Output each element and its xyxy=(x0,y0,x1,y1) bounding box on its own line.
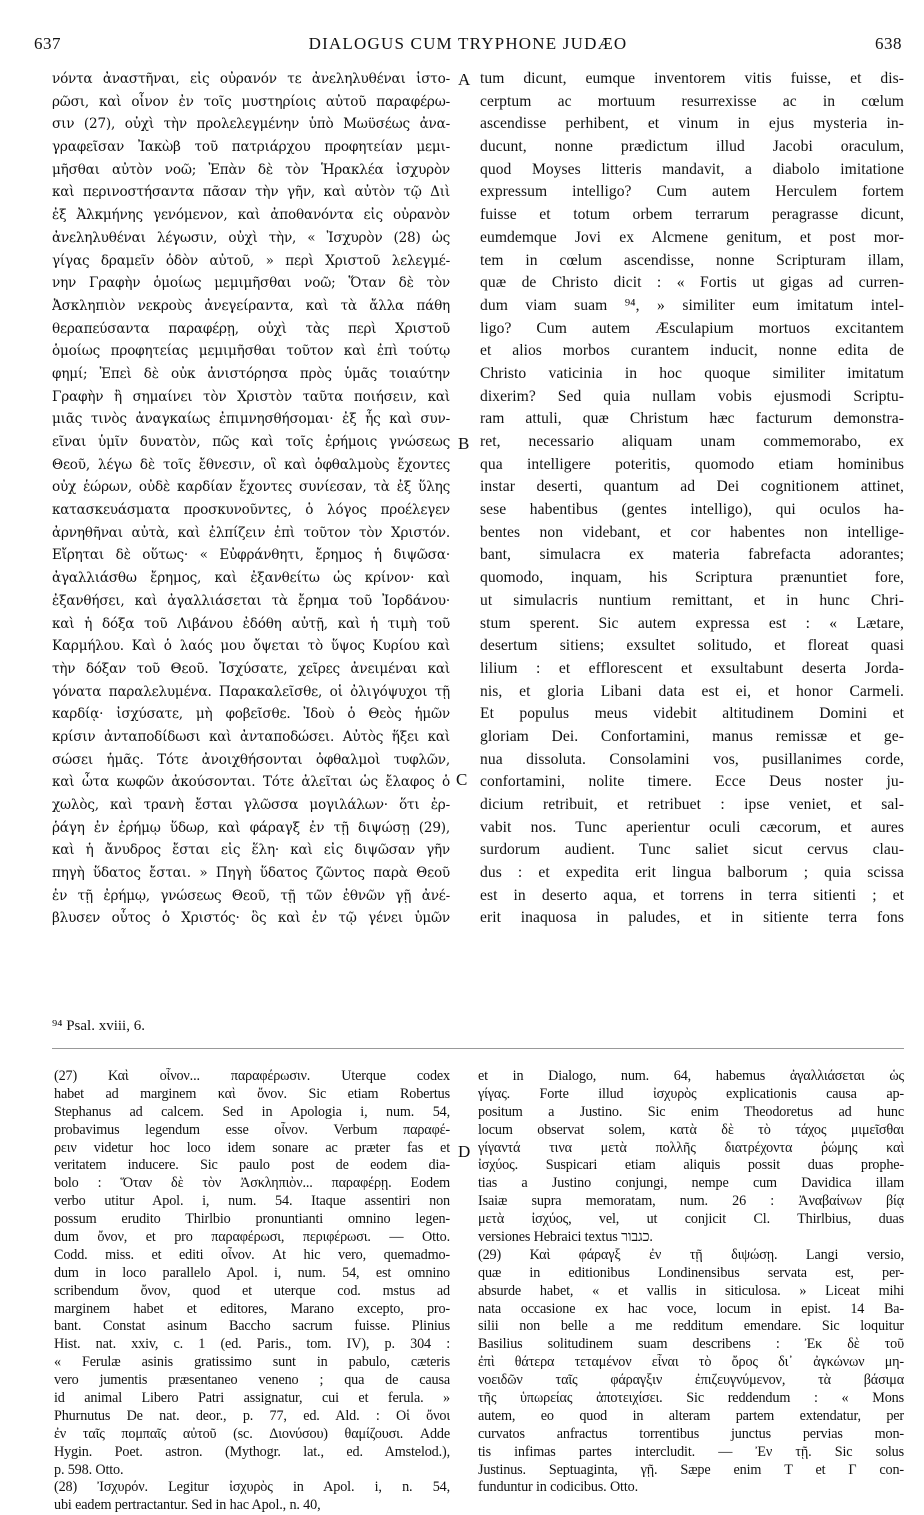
greek-text-line: ἀνεληλυθέναι λέγωσιν, οὐχὶ τὴν, « Ἰσχυρὸν (28) ὡς xyxy=(52,229,450,246)
page-number-left: 637 xyxy=(34,34,61,53)
note-line: Phurnutus De nat. deor., p. 77, ed. Ald. : Οἱ ὄνοι xyxy=(54,1407,450,1424)
latin-text-line: ut simulacris nuntium remittant, et in hunc Chri- xyxy=(480,591,904,609)
note-line: locum observat solem, κατὰ δὲ τὸ τάχος μιμεῖσθαι xyxy=(478,1121,904,1138)
greek-text-line: κρίσιν ἀνταποδίδωσι καὶ ἀνταποδώσει. Αὐτὸς ἥξει καὶ xyxy=(52,728,450,745)
latin-text-line: tum dicunt, eumque inventorem vitis fuisse, et dis- xyxy=(480,70,904,87)
note-line: (27) Καὶ οἶνον... παραφέρωσιν. Uterque codex xyxy=(54,1068,450,1084)
note-line: bolo : Ὅταν δὲ τὸν Ἀσκληπιὸν... παραφέρῃ. Eodem xyxy=(54,1175,450,1192)
greek-text-line: Ἀσκληπιὸν νεκροὺς ἀνεγείραντα, καὶ τὰ ἄλλα πάθη xyxy=(52,297,450,314)
note-line: τῆς ὑπωρείας ἀποτειχίσει. Sic reddendum : « Mons xyxy=(478,1390,904,1407)
greek-text-line: νην Γραφὴν ὁμοίως μεμιμῆσθαι νοῶ; Ὅταν δὲ τὸν xyxy=(52,275,450,292)
latin-text-line: eumdemque Jovi ex Alcmene genitum, et post mor- xyxy=(480,228,904,246)
greek-text-line: θεραπεύσαντα παραφέρῃ, οὐχὶ τὰς περὶ Χριστοῦ xyxy=(52,320,450,337)
notes-left-column xyxy=(54,1068,450,1515)
greek-text-line: γραφεῖσαν Ἰακὼβ τοῦ πατριάρχου προφητείαν μεμι- xyxy=(52,139,450,156)
latin-text-line: expressum intelligo? Cum autem Herculem fortem xyxy=(480,183,904,201)
latin-text-line: dum viam suam ⁹⁴, » similiter eum imitatum intel- xyxy=(480,296,904,314)
note-line: dum ὄνον, et pro παραφέρωσι, περιφέρωσι. — Otto. xyxy=(54,1229,450,1246)
note-line: tis infimas partes intercludit. — Ἐν τῇ. Sic solus xyxy=(478,1443,904,1460)
greek-text-line: καρδίᾳ· ἰσχύσατε, μὴ φοβεῖσθε. Ἰδοὺ ὁ Θεὸς ἡμῶν xyxy=(52,706,450,723)
note-line: Hist. nat. xxiv, c. 1 (ed. Paris., tom. IV), p. 304 : xyxy=(54,1336,450,1353)
greek-text-line: φημί; Ἐπεὶ δὲ οὐκ ἀνιστόρησα πρὸς ὑμᾶς τοιαύτην xyxy=(52,365,450,382)
note-line: habet ad marginem καὶ ὄνον. Sic etiam Robertus xyxy=(54,1085,450,1102)
latin-text-line: ret, necessario aliquam unam commemorabo, ex xyxy=(480,433,904,450)
note-line: Codd. miss. et editi οἶνον. At hic vero, quemadmo- xyxy=(54,1246,450,1263)
latin-text-line: desertum sitiens; exsultet solitudo, et floreat quasi xyxy=(480,637,904,655)
greek-text-line: εῖναι ὑμῖν δυνατὸν, πῶς καὶ τοῖς ἐρήμοις γνώσεως xyxy=(52,434,450,450)
latin-text-line: fuisse et totum orbem terrarum peragrasse dicunt, xyxy=(480,206,904,224)
scripture-footnote: ⁹⁴ Psal. xviii, 6. xyxy=(52,1018,145,1034)
note-line: Justinus. Septuaginta, γῇ. Sæpe enim Τ et Γ con- xyxy=(478,1461,904,1478)
greek-text-line: τὴν δόξαν τοῦ Θεοῦ. Ἰσχύσατε, χεῖρες ἀνειμέναι καὶ xyxy=(52,660,450,677)
notes-divider xyxy=(52,1048,904,1049)
note-line: ἰσχύος. Suspicari etiam aliquis possit duas prophe- xyxy=(478,1157,904,1174)
note-line: Stephanus ad calcem. Sed in Apologia i, num. 54, xyxy=(54,1103,450,1120)
greek-text-line: καὶ ἡ δόξα τοῦ Λιβάνου ἐδόθη αὐτῇ, καὶ ἡ τιμὴ τοῦ xyxy=(52,615,450,632)
latin-text-line: nua dissoluta. Consolamini vos, pusillanimes corde, xyxy=(480,750,904,768)
note-line: bant. Constat asinum Baccho sacrum fuisse. Plinius xyxy=(54,1318,450,1335)
margin-marker-c: C xyxy=(456,770,468,789)
note-line: nata occasione ex hac voce, locum in epist. 14 Ba- xyxy=(478,1300,904,1317)
note-line: (29) Καὶ φάραγξ ἐν τῇ διψώσῃ. Langi versio, xyxy=(478,1246,904,1263)
note-line: (28) Ἰσχυρόν. Legitur ἰσχυρὸς in Apol. i, n. 54, xyxy=(54,1479,450,1496)
page-number-right: 638 xyxy=(875,34,902,53)
latin-text-line: sese habentibus (gentes intelligo), qui oculos ha- xyxy=(480,501,904,519)
greek-text-line: ἐν τῇ ἐρήμῳ, γνώσεως Θεοῦ, τῇ τῶν ἐθνῶν γῇ ἀνέ- xyxy=(52,887,450,904)
note-line: ubi eadem pertractantur. Sed in hac Apol., n. 40, xyxy=(54,1497,321,1514)
latin-text-line: surdorum audient. Tunc saliet sicut cervus clau- xyxy=(480,841,904,859)
greek-text-line: καὶ περινοστήσαντα πᾶσαν τὴν γῆν, καὶ αὐτὸν τῷ Διὶ xyxy=(52,184,450,201)
note-line: Basilius solitudinem suam describens : Ἐκ δὲ τοῦ xyxy=(478,1336,904,1353)
latin-text-line: gloriam Dei. Confortamini, manus remissæ et ge- xyxy=(480,727,904,745)
note-line: absurde habet, « et vallis in siticulosa. » Liceat mihi xyxy=(478,1282,904,1299)
greek-text-line: ῥάγη ἐν ἐρήμῳ ὕδωρ, καὶ φάραγξ ἐν τῇ διψώσῃ (29), xyxy=(52,819,450,836)
note-line: ἐν ταῖς πομπαῖς αὐτοῦ (sc. Διονύσου) θαμίζουσι. Adde xyxy=(54,1425,450,1442)
greek-text-line: ἐξ Ἀλκμήνης γενόμενον, καὶ ἀποθανόντα εἰς οὐρανὸν xyxy=(52,207,450,224)
greek-text-line: μῆσθαι αὐτὸν νοῶ; Ἐπὰν δὲ τὸν Ἡρακλέα ἰσχυρὸν xyxy=(52,161,450,178)
greek-text-line: σώσει ἡμᾶς. Τότε ἀνοιχθήσονται ὀφθαλμοὶ τυφλῶν, xyxy=(52,751,450,768)
greek-text-line: Θεοῦ, λέγω δὲ τοῖς ἔθνεσιν, οἳ καὶ ὀφθαλμοὺς ἔχοντες xyxy=(52,456,450,473)
note-line: autem, eo quod in alteram partem extendatur, per xyxy=(478,1407,904,1424)
greek-text-line: ἀρνηθῆναι αὐτὰ, καὶ ἐλπίζειν ἐπὶ τοῦτον τὸν Χριστόν. xyxy=(52,524,450,541)
note-line: silii non belle a me redditum emendare. Sic loquitur xyxy=(478,1318,904,1335)
note-line: versiones Hebraici textus כגבור. xyxy=(478,1229,653,1246)
greek-text-line: καὶ ἡ ἄνυδρος ἔσται εἰς ἕλη· καὶ εἰς διψῶσαν γῆν xyxy=(52,842,450,859)
note-line: scribendum ὄνον, quod et uterque cod. mstus ad xyxy=(54,1282,450,1299)
note-line: p. 598. Otto. xyxy=(54,1461,124,1478)
latin-text-line: lilium : et efflorescent et exsultabunt deserta Jorda- xyxy=(480,659,904,677)
greek-text-line: χωλὸς, καὶ τρανὴ ἔσται γλῶσσα μογιλάλων· ὅτι ἐρ- xyxy=(52,797,450,813)
note-line: ρειν videtur hoc loco idem sonare ac præter fas et xyxy=(54,1139,450,1156)
latin-text-line: instar deserti, quantum ad Dei cognitionem attinet, xyxy=(480,478,904,496)
latin-text-line: ram attuli, quæ Christum hæc facturum demonstra- xyxy=(480,410,904,428)
greek-text-line: πηγὴ ὕδατος ἔσται. » Πηγὴ ὕδατος ζῶντος παρὰ Θεοῦ xyxy=(52,865,450,882)
note-line: ἐπὶ θάτερα τεταμένον εἶναι τὸ ὄρος δι᾽ ἀγκώνων μη- xyxy=(478,1354,904,1371)
note-line: marginem habet et editores, Marano excepto, pro- xyxy=(54,1300,450,1317)
latin-text-line: ducunt, nonne prædictum illud Jacobi oraculum, xyxy=(480,138,904,156)
note-line: possum erudito Thirlbio pronuntianti omnino legen- xyxy=(54,1211,450,1228)
latin-text-line: quod Moyses litteris mandavit, a diabolo imitatione xyxy=(480,160,904,178)
note-line: curvatos anfractus torrentibus junctus pervias mon- xyxy=(478,1425,904,1442)
latin-text-line: bentes non videbant, et cor habentes non intellige- xyxy=(480,523,904,541)
latin-text-line: tem in cœlum ascendisse, nonne Scripturam illam, xyxy=(480,251,904,269)
latin-text-line: vabit nos. Tunc aperientur oculi cæcorum, et aures xyxy=(480,818,904,836)
latin-text-line: cerptum ac mortuum resurrexisse ac in cœlum xyxy=(480,92,904,110)
greek-text-line: ἐξανθήσει, καὶ ἀγαλλιάσεται τὰ ἔρημα τοῦ Ἰορδάνου· xyxy=(52,592,450,609)
note-line: quæ in editionibus Londinensibus servata est, per- xyxy=(478,1264,904,1281)
running-title: DIALOGUS CUM TRYPHONE JUDÆO xyxy=(308,34,628,53)
greek-text-line: Καρμήλου. Καὶ ὁ λαός μου ὄψεται τὸ ὕψος Κυρίου καὶ xyxy=(52,638,450,655)
latin-text-line: nis, et gloria Libani data est ei, et honor Carmeli. xyxy=(480,682,904,700)
greek-text-line: ρῶσι, καὶ οἶνον ἐν τοῖς μυστηρίοις αὐτοῦ παραφέρω- xyxy=(52,93,450,110)
note-line: id animal Libero Patri assignatur, cui et ferula. » xyxy=(54,1390,450,1407)
latin-text-line: quæ de Christo dicit : « Fortis ut gigas ad curren- xyxy=(480,274,904,292)
note-line: positum a Justino. Sic enim Theodoretus ad hunc xyxy=(478,1103,904,1120)
note-line: tias a Justino conjungi, nempe cum Davidica illam xyxy=(478,1175,904,1192)
greek-text-line: ἀγαλλιάσθω ἔρημος, καὶ ἐξανθείτω ὡς κρίνον· καὶ xyxy=(52,570,450,587)
greek-text-column xyxy=(52,68,450,930)
note-line: νοειδῶν ταῖς φάραγξιν ἐπιζευγνύμενον, τὰ βάσιμα xyxy=(478,1372,904,1389)
greek-text-line: μιᾶς τινὸς ἀναγκαίως ἐπιμνησθήσομαι· ἐξ ἧς καὶ συν- xyxy=(52,411,450,428)
latin-text-line: Christo vaticinia in hoc quoque similiter imitatum xyxy=(480,364,904,382)
note-line: probavimus legendum esse οἶνον. Verbum παραφέ- xyxy=(54,1121,450,1138)
latin-text-line: bant, simulacra ex materia fabrefacta adorantes; xyxy=(480,546,904,564)
latin-text-line: dicium retribuit, et retribuet : ipse veniet, et sal- xyxy=(480,796,904,813)
greek-text-line: νόντα ἀναστῆναι, εἰς οὐρανόν τε ἀνεληλυθέναι ἱστο- xyxy=(52,71,450,87)
notes-right-column xyxy=(478,1068,904,1497)
greek-text-line: Γραφὴν ἢ σημαίνει τὸν Χριστὸν ταῦτα ποιήσειν, καὶ xyxy=(52,388,450,405)
latin-text-column xyxy=(480,68,904,930)
margin-marker-a: A xyxy=(458,70,471,89)
greek-text-line: Εἴρηται δὲ οὕτως· « Εὐφράνθητι, ἔρημος ἡ διψῶσα· xyxy=(52,547,450,564)
note-line: « Ferulæ asinis gratissimo sunt in pabulo, cæteris xyxy=(54,1354,450,1371)
latin-text-line: stum sperent. Sic autem expressa est : « Lætare, xyxy=(480,614,904,632)
greek-text-line: κατασκευάσματα προσκυνοῦντες, ὁ λόγος προέλεγεν xyxy=(52,502,450,519)
note-line: veritatem inducere. Sic paulo post de eodem dia- xyxy=(54,1157,450,1174)
latin-text-line: erit inaquosa in paludes, et in sitiente terra fons xyxy=(480,909,904,927)
latin-text-line: dixerim? Sed quia nullam vobis ejusmodi Scriptu- xyxy=(480,387,904,405)
note-line: et in Dialogo, num. 64, habemus ἀγαλλιάσεται ὡς xyxy=(478,1068,904,1084)
note-line: dum in loco parallelo Apol. i, num. 54, est omnino xyxy=(54,1264,450,1281)
margin-marker-d: D xyxy=(458,1142,471,1161)
latin-text-line: Et populus meus videbit altitudinem Domini et xyxy=(480,705,904,723)
note-line: μετὰ ἰσχύος, vel, ut conjicit Cl. Thirlbius, duas xyxy=(478,1211,904,1228)
margin-marker-b: B xyxy=(458,434,470,453)
greek-text-line: γόνατα παραλελυμένα. Παρακαλεῖσθε, οἱ ὀλιγόψυχοι τῇ xyxy=(52,683,450,700)
latin-text-line: qua intelligere poteritis, quomodo etiam hominibus xyxy=(480,455,904,473)
greek-text-line: οὐχ ἑώρων, οὐδὲ καρδίαν ἔχοντες συνίεσαν, τὰ ἐξ ὕλης xyxy=(52,479,450,496)
latin-text-line: quomodo, inquam, his Scriptura prænuntiet fore, xyxy=(480,569,904,587)
latin-text-line: ligo? Cum autem Æsculapium mortuos excitantem xyxy=(480,319,904,337)
latin-text-line: confortamini, nolite timere. Ecce Deus noster ju- xyxy=(480,773,904,791)
greek-text-line: σιν (27), οὐχὶ τὴν προλελεγμένην ὑπὸ Μωϋσέως ἀνα- xyxy=(52,116,450,133)
note-line: γίγαντά τινα μετὰ πολλῆς διατρέχοντα ῥώμης καὶ xyxy=(478,1139,904,1156)
greek-text-line: βλυσεν οὗτος ὁ Χριστός· ὃς καὶ ἐν τῷ γένει ὑμῶν xyxy=(52,910,450,927)
note-line: vero jumentis præsentaneo veneno ; qua de causa xyxy=(54,1372,450,1389)
running-head xyxy=(34,34,902,58)
greek-text-line: ὁμοίως προφητείας μεμιμῆσθαι τοῦτον καὶ ἐπὶ τούτῳ xyxy=(52,343,450,360)
greek-text-line: καὶ ὦτα κωφῶν ἀκούσονται. Τότε ἀλεῖται ὡς ἔλαφος ὁ xyxy=(52,774,450,791)
greek-text-line: γίγας δραμεῖν ὁδὸν αὐτοῦ, » περὶ Χριστοῦ λελεγμέ- xyxy=(52,252,450,269)
note-line: Isaiæ supra memoratam, num. 26 : Ἀναβαίνων βίᾳ xyxy=(478,1193,904,1210)
latin-text-line: est in deserto aqua, et torrens in terra sitienti ; et xyxy=(480,886,904,904)
note-line: funduntur in codicibus. Otto. xyxy=(478,1479,638,1496)
note-line: Hygin. Poet. astron. (Mythogr. lat., ed. Amstelod.), xyxy=(54,1443,450,1460)
latin-text-line: et alios morbos curantem inducit, nonne edita de xyxy=(480,342,904,360)
note-line: verbo utitur Apol. i, num. 54. Itaque assentiri non xyxy=(54,1193,450,1210)
note-line: γίγας. Forte illud ἰσχυρὸς explicationis causa ap- xyxy=(478,1085,904,1102)
latin-text-line: ascendisse perhibent, et vinum in ejus mysteria in- xyxy=(480,115,904,133)
latin-text-line: dus : et expedita erit lingua balborum ; quia scissa xyxy=(480,864,904,882)
